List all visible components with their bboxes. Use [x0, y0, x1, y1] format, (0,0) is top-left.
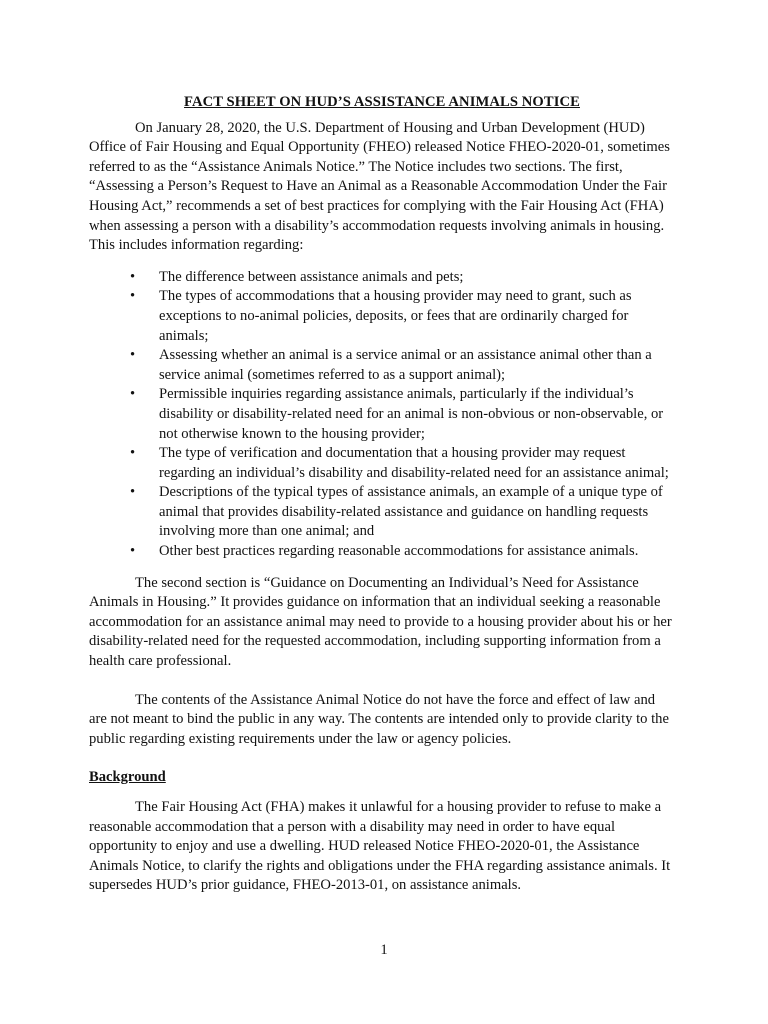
list-item — [89, 287, 675, 346]
list-item-text: The difference between assistance animals and pets; — [159, 268, 464, 285]
list-item-text: The types of accommodations that a housing provider may need to grant, such as exceptions to no-animal policies, deposits, or fees that are ordinarily charged for animals; — [159, 288, 632, 344]
list-item — [89, 444, 675, 483]
list-item — [89, 542, 675, 562]
bullet-icon: • — [130, 445, 136, 462]
bullet-icon: • — [130, 288, 136, 305]
bullet-icon: • — [130, 347, 136, 364]
document-title: FACT SHEET ON HUD’S ASSISTANCE ANIMALS NOTICE — [184, 94, 580, 110]
list-item — [89, 346, 675, 385]
list-item-text: Permissible inquiries regarding assistance animals, particularly if the individual’s disability or disability-related need for an animal is non-obvious or non-observable, or not otherwise known to the housing provider; — [159, 386, 664, 442]
document-page — [89, 93, 675, 896]
bullet-icon: • — [130, 543, 136, 560]
intro-paragraph: On January 28, 2020, the U.S. Department of Housing and Urban Development (HUD) Office of Fair Housing and Equal Opportunity (FHEO) released Notice FHEO-2020-01, sometimes referred to as the “Assistance Animals Notice.” The Notice includes two sections. The first, “Assessing a Person’s Request to Have an Animal as a Reasonable Accommodation Under the Fair Housing Act,” recommends a set of best practices for complying with the Fair Housing Act (FHA) when assessing a person with a disability’s accommodation requests involving animals in housing. This includes information regarding: — [89, 119, 670, 254]
list-item-text: Other best practices regarding reasonable accommodations for assistance animals. — [159, 543, 639, 560]
info-bullet-list — [89, 268, 675, 562]
background-paragraph: The Fair Housing Act (FHA) makes it unlawful for a housing provider to refuse to make a reasonable accommodation that a person with a disability may need in order to have equal opportunity to enjoy and use a dwelling. HUD released Notice FHEO-2020-01, the Assistance Animals Notice, to clarify the rights and obligations under the FHA regarding assistance animals. It supersedes HUD’s prior guidance, FHEO-2013-01, on assistance animals. — [89, 799, 671, 894]
bullet-icon: • — [130, 268, 136, 285]
list-item — [89, 385, 675, 444]
list-item-text: Descriptions of the typical types of assistance animals, an example of a unique type of animal that provides disability-related assistance and guidance on handling requests involving more than one animal; and — [159, 484, 663, 540]
background-heading: Background — [89, 769, 166, 786]
list-item-text: Assessing whether an animal is a service animal or an assistance animal other than a service animal (sometimes referred to as a support animal); — [159, 347, 652, 383]
second-section-paragraph: The second section is “Guidance on Documenting an Individual’s Need for Assistance Animals in Housing.” It provides guidance on information that an individual seeking a reasonable accommodation for an assistance animal may need to provide to a housing provider about his or her disability-related need for the requested accommodation, including supporting information from a health care professional. — [89, 574, 672, 670]
contents-note-paragraph: The contents of the Assistance Animal Notice do not have the force and effect of law and are not meant to bind the public in any way. The contents are intended only to provide clarity to the public regarding existing requirements under the law or agency policies. — [89, 691, 669, 747]
bullet-icon: • — [130, 386, 136, 403]
list-item-text: The type of verification and documentation that a housing provider may request regarding an individual’s disability and disability-related need for an assistance animal; — [159, 445, 669, 481]
page-number: 1 — [380, 942, 388, 958]
list-item — [89, 268, 675, 288]
list-item — [89, 483, 675, 542]
bullet-icon: • — [130, 484, 136, 501]
